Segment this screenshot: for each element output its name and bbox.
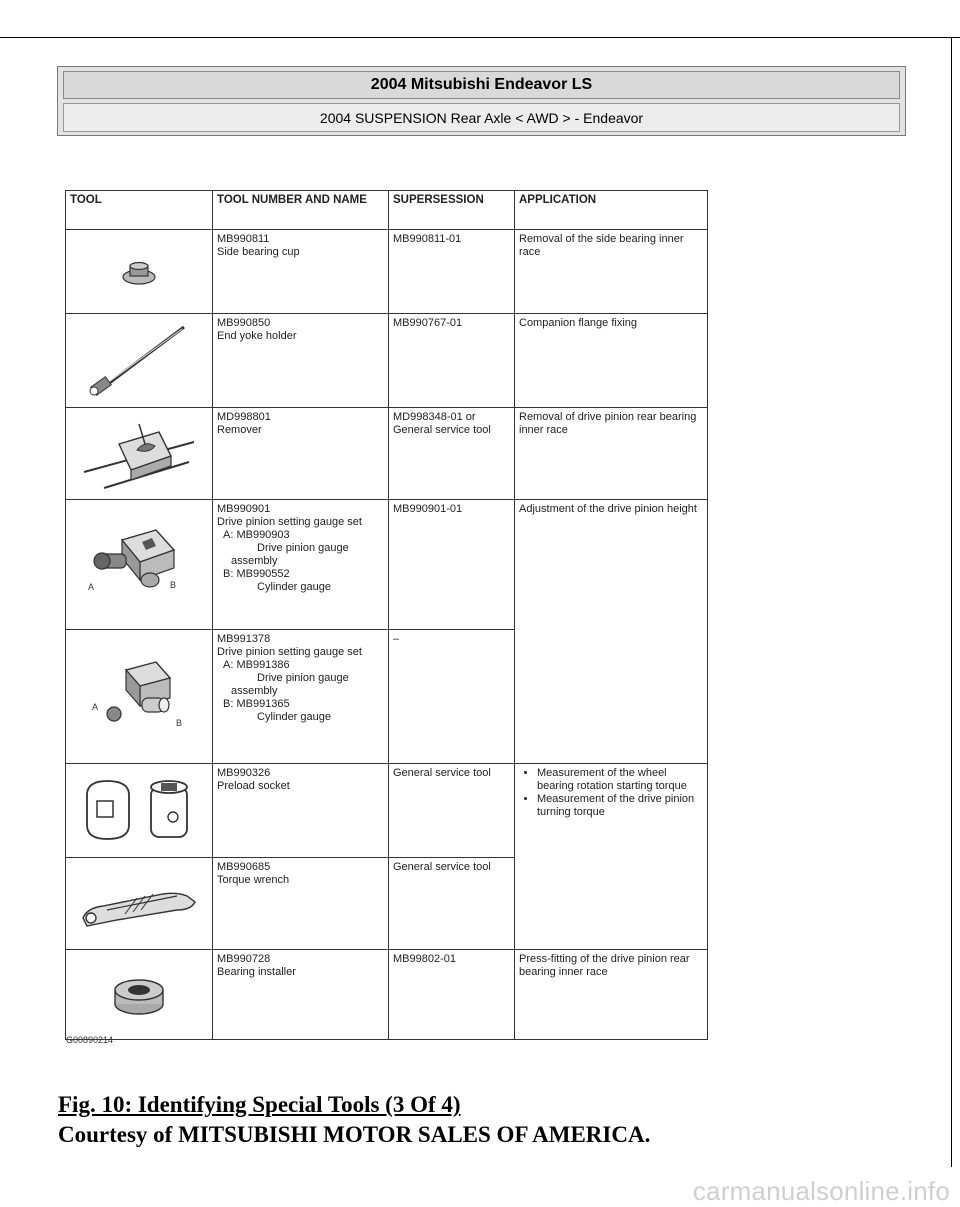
bearing-installer-icon	[109, 970, 169, 1020]
tool-number-cell	[213, 314, 389, 408]
tool-image-cell	[66, 764, 213, 858]
table-row	[66, 408, 708, 500]
tool-number: MB991378	[217, 633, 271, 645]
drive-pinion-gauge-set-icon	[84, 652, 194, 742]
page-frame-top	[0, 37, 960, 38]
page-frame-right	[951, 37, 952, 1167]
preload-socket-icon	[79, 773, 199, 849]
application-cell: Adjustment of the drive pinion height	[515, 500, 708, 764]
tool-name: End yoke holder	[217, 330, 297, 342]
tool-number-cell	[213, 230, 389, 314]
supersession-cell: MB990767-01	[389, 314, 515, 408]
sub-part-b-name: Cylinder gauge	[257, 581, 331, 593]
table-row	[66, 950, 708, 1040]
tool-number-cell	[213, 500, 389, 630]
sub-part-a: A: MB991386	[223, 659, 290, 671]
remover-icon	[79, 414, 199, 494]
watermark: carmanualsonline.info	[692, 1176, 950, 1206]
application-cell: Press-fitting of the drive pinion rear bearing inner race	[515, 950, 708, 1040]
tool-number-cell	[213, 764, 389, 858]
tool-image-cell	[66, 500, 213, 630]
column-header-number-name: TOOL NUMBER AND NAME	[213, 191, 389, 230]
supersession-cell: MB99802-01	[389, 950, 515, 1040]
label-b: B	[170, 579, 177, 590]
tool-number: MB990850	[217, 317, 271, 329]
table-header-row	[66, 191, 708, 230]
supersession-cell: MD998348-01 or General service tool	[389, 408, 515, 500]
supersession-cell: General service tool	[389, 764, 515, 858]
application-cell	[515, 764, 708, 950]
table-row	[66, 500, 708, 630]
supersession-cell: MB990901-01	[389, 500, 515, 630]
column-header-tool: TOOL	[66, 191, 213, 230]
tool-name: Drive pinion setting gauge set	[217, 646, 362, 658]
tool-name: Bearing installer	[217, 966, 296, 978]
tool-number: MB990901	[217, 503, 271, 515]
torque-wrench-icon	[77, 874, 201, 934]
sub-part-b-name: Cylinder gauge	[257, 711, 331, 723]
application-list	[519, 767, 703, 819]
sub-part-b: B: MB990552	[223, 568, 290, 580]
tool-number: MB990811	[217, 233, 270, 245]
sub-part-a-name: Drive pinion gauge	[257, 672, 349, 684]
list-item: • Measurement of the wheel bearing rotation starting torque	[537, 767, 703, 793]
tool-number-cell	[213, 858, 389, 950]
tool-number: MB990685	[217, 861, 271, 873]
label-b: B	[176, 717, 183, 728]
tool-image-cell	[66, 408, 213, 500]
tool-image-cell	[66, 950, 213, 1040]
supersession-cell: MB990811-01	[389, 230, 515, 314]
tool-number-cell	[213, 950, 389, 1040]
tool-number-cell	[213, 630, 389, 764]
special-tools-table	[65, 190, 708, 1040]
sub-part-a-name2: assembly	[231, 685, 278, 697]
tool-number: MD998801	[217, 411, 271, 423]
figure-caption: Fig. 10: Identifying Special Tools (3 Of 4)	[58, 1092, 461, 1117]
supersession-cell: General service tool	[389, 858, 515, 950]
figure-code: G00890214	[66, 1035, 114, 1045]
supersession-cell: –	[389, 630, 515, 764]
sub-part-a-name2: assembly	[231, 555, 278, 567]
tool-number-cell	[213, 408, 389, 500]
application-cell: Removal of drive pinion rear bearing inner race	[515, 408, 708, 500]
table-row	[66, 764, 708, 858]
tool-image-cell	[66, 314, 213, 408]
application-cell: Removal of the side bearing inner race	[515, 230, 708, 314]
tool-image-cell	[66, 858, 213, 950]
application-cell: Companion flange fixing	[515, 314, 708, 408]
sub-part-b: B: MB991365	[223, 698, 290, 710]
side-bearing-cup-icon	[119, 257, 159, 287]
label-a: A	[92, 701, 99, 712]
column-header-supersession: SUPERSESSION	[389, 191, 515, 230]
tool-name: Torque wrench	[217, 874, 290, 886]
drive-pinion-gauge-icon	[84, 520, 194, 610]
tool-image-cell	[66, 630, 213, 764]
document-header	[57, 66, 906, 136]
label-a: A	[88, 581, 95, 592]
tool-name: Side bearing cup	[217, 246, 300, 258]
list-item: • Measurement of the drive pinion turning torque	[537, 793, 703, 819]
courtesy-line: Courtesy of MITSUBISHI MOTOR SALES OF AMERICA.	[58, 1122, 651, 1147]
table-row	[66, 314, 708, 408]
sub-part-a-name: Drive pinion gauge	[257, 542, 349, 554]
sub-part-a: A: MB990903	[223, 529, 290, 541]
end-yoke-holder-icon	[84, 321, 194, 401]
tool-number: MB990728	[217, 953, 271, 965]
tool-name: Remover	[217, 424, 262, 436]
tool-number: MB990326	[217, 767, 271, 779]
tool-image-cell	[66, 230, 213, 314]
column-header-application: APPLICATION	[515, 191, 708, 230]
tool-name: Drive pinion setting gauge set	[217, 516, 362, 528]
table-row	[66, 230, 708, 314]
header-subtitle: 2004 SUSPENSION Rear Axle < AWD > - Endeavor	[63, 103, 900, 132]
header-title: 2004 Mitsubishi Endeavor LS	[63, 71, 900, 99]
tool-name: Preload socket	[217, 780, 290, 792]
